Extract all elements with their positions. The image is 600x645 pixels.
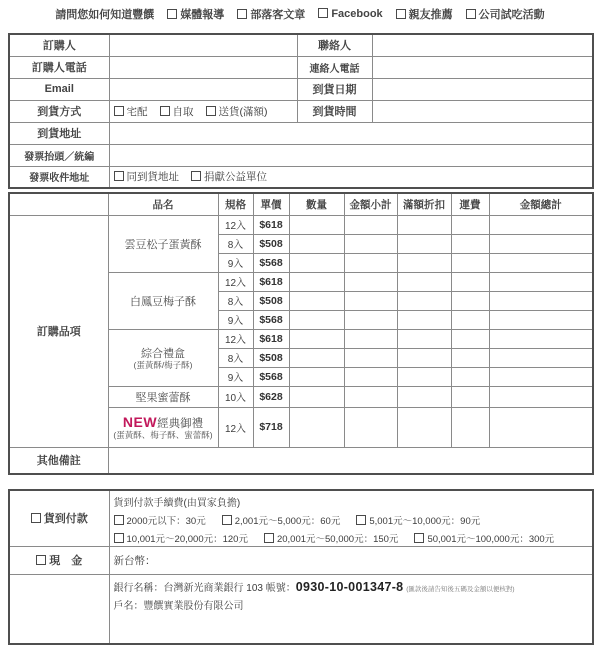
cod-fee-option[interactable]: 2000元以下：30元 (114, 513, 206, 527)
product-name: 雲豆松子蛋黃酥 (108, 215, 218, 272)
contact-phone-label: 連絡人電話 (297, 56, 372, 78)
qty-input-cell[interactable] (289, 367, 344, 386)
header-blank-cell (9, 193, 108, 215)
discount-input-cell[interactable] (397, 329, 451, 348)
survey-option-facebook[interactable]: Facebook (318, 8, 382, 20)
qty-input-cell[interactable] (289, 291, 344, 310)
payment-table (8, 489, 594, 645)
invoice-option-same-address[interactable]: 同到貨地址 (114, 169, 180, 184)
orderer-phone-label: 訂購人電話 (9, 56, 109, 78)
cod-fee-option[interactable]: 20,001元～50,000元：150元 (264, 531, 398, 545)
subtotal-input-cell[interactable] (344, 291, 397, 310)
discount-input-cell[interactable] (397, 310, 451, 329)
delivery-option-deliver[interactable]: 送貨(滿額) (206, 104, 268, 119)
table-row (9, 490, 593, 546)
bank-info-cell (109, 574, 593, 644)
price-value: $568 (253, 310, 289, 329)
table-row (9, 166, 593, 188)
spec-value: 9入 (218, 310, 253, 329)
price-value: $618 (253, 272, 289, 291)
checkbox-icon[interactable] (191, 171, 201, 181)
new-badge: NEW (122, 414, 158, 430)
delivery-option-pickup[interactable]: 自取 (160, 104, 194, 119)
survey-line (0, 0, 600, 22)
discount-input-cell[interactable] (397, 234, 451, 253)
product-name: 綜合禮盒 (蛋黃酥/梅子酥) (108, 329, 218, 386)
subtotal-input-cell[interactable] (344, 310, 397, 329)
cash-amount-cell[interactable] (109, 546, 593, 574)
survey-option-friends[interactable]: 親友推薦 (396, 6, 453, 22)
checkbox-icon[interactable] (414, 533, 424, 543)
checkbox-icon[interactable] (222, 515, 232, 525)
price-value: $508 (253, 291, 289, 310)
checkbox-icon[interactable] (466, 9, 476, 19)
invoice-title-label: 發票抬頭／統編 (9, 144, 109, 166)
product-name: 白鳳豆梅子酥 (108, 272, 218, 329)
shipping-input-cell[interactable] (451, 253, 489, 272)
survey-question: 請問您如何知道豐饌 (55, 9, 155, 21)
table-row (9, 144, 593, 166)
subtotal-input-cell[interactable] (344, 272, 397, 291)
orderer-phone-input-cell[interactable] (109, 56, 297, 78)
cod-fee-title: 貨到付款手續費(由買家負擔) (113, 498, 241, 509)
spec-value: 9入 (218, 367, 253, 386)
spec-value: 10入 (218, 386, 253, 407)
cod-fee-option[interactable]: 50,001元～100,000元：300元 (414, 531, 554, 545)
shipping-input-cell[interactable] (451, 367, 489, 386)
qty-input-cell[interactable] (289, 386, 344, 407)
discount-input-cell[interactable] (397, 367, 451, 386)
total-input-cell[interactable] (489, 407, 593, 447)
delivery-address-label: 到貨地址 (9, 122, 109, 144)
table-row (9, 34, 593, 56)
email-label: Email (9, 78, 109, 100)
table-row (9, 122, 593, 144)
bank-account-note: (匯款後請告知後五碼及金額以便核對) (406, 585, 515, 593)
cod-fee-option[interactable]: 10,001元～20,000元：120元 (114, 531, 248, 545)
spec-value: 12入 (218, 272, 253, 291)
table-row (9, 215, 593, 234)
header-spec: 規格 (218, 193, 253, 215)
subtotal-input-cell[interactable] (344, 407, 397, 447)
discount-input-cell[interactable] (397, 253, 451, 272)
qty-input-cell[interactable] (289, 234, 344, 253)
contact-person-label: 聯絡人 (297, 34, 372, 56)
delivery-method-label: 到貨方式 (9, 100, 109, 122)
notes-input-cell[interactable] (108, 447, 593, 474)
spec-value: 8入 (218, 234, 253, 253)
delivery-address-input-cell[interactable] (109, 122, 593, 144)
survey-option-tasting[interactable]: 公司試吃活動 (466, 6, 545, 22)
bank-account-number: 0930-10-001347-8 (295, 579, 404, 594)
spec-value: 9入 (218, 253, 253, 272)
table-row (9, 56, 593, 78)
total-input-cell[interactable] (489, 329, 593, 348)
spec-value: 8入 (218, 348, 253, 367)
checkbox-icon[interactable] (160, 106, 170, 116)
total-input-cell[interactable] (489, 367, 593, 386)
product-subtitle: (蛋黃酥、梅子酥、蜜蕾酥) (113, 430, 213, 440)
table-row (9, 78, 593, 100)
header-total: 金額總計 (489, 193, 593, 215)
product-name: NEW經典御禮 (蛋黃酥、梅子酥、蜜蕾酥) (108, 407, 218, 447)
checkbox-icon[interactable] (36, 555, 46, 565)
contact-phone-input-cell[interactable] (372, 56, 593, 78)
price-value: $718 (253, 407, 289, 447)
cod-option[interactable]: 貨到付款 (9, 490, 109, 546)
discount-input-cell[interactable] (397, 386, 451, 407)
spec-value: 12入 (218, 215, 253, 234)
price-value: $568 (253, 253, 289, 272)
order-items-table (8, 192, 594, 475)
spec-value: 12入 (218, 407, 253, 447)
qty-input-cell[interactable] (289, 407, 344, 447)
total-input-cell[interactable] (489, 291, 593, 310)
product-name: 堅果蜜蕾酥 (108, 386, 218, 407)
qty-input-cell[interactable] (289, 253, 344, 272)
checkbox-icon[interactable] (356, 515, 366, 525)
header-shipping: 運費 (451, 193, 489, 215)
checkbox-icon[interactable] (114, 515, 124, 525)
header-discount: 滿額折扣 (397, 193, 451, 215)
shipping-input-cell[interactable] (451, 291, 489, 310)
price-value: $508 (253, 348, 289, 367)
invoice-address-options (109, 166, 593, 188)
subtotal-input-cell[interactable] (344, 215, 397, 234)
discount-input-cell[interactable] (397, 215, 451, 234)
survey-option-blog[interactable]: 部落客文章 (237, 6, 305, 22)
delivery-date-label: 到貨日期 (297, 78, 372, 100)
discount-input-cell[interactable] (397, 272, 451, 291)
transfer-option-cell[interactable] (9, 574, 109, 644)
bank-holder-line: 戶名：豐饌實業股份有限公司 (113, 600, 244, 612)
shipping-input-cell[interactable] (451, 348, 489, 367)
price-value: $628 (253, 386, 289, 407)
shipping-input-cell[interactable] (451, 310, 489, 329)
subtotal-input-cell[interactable] (344, 367, 397, 386)
subtotal-input-cell[interactable] (344, 253, 397, 272)
subtotal-input-cell[interactable] (344, 234, 397, 253)
invoice-address-label: 發票收件地址 (9, 166, 109, 188)
header-qty: 數量 (289, 193, 344, 215)
checkbox-icon[interactable] (167, 9, 177, 19)
qty-input-cell[interactable] (289, 272, 344, 291)
survey-option-media[interactable]: 媒體報導 (167, 6, 224, 22)
invoice-option-donate[interactable]: 捐獻公益單位 (191, 169, 267, 184)
checkbox-icon[interactable] (206, 106, 216, 116)
price-value: $508 (253, 234, 289, 253)
contact-info-table (8, 33, 594, 189)
checkbox-icon[interactable] (396, 9, 406, 19)
price-value: $618 (253, 329, 289, 348)
orderer-label: 訂購人 (9, 34, 109, 56)
orderer-input-cell[interactable] (109, 34, 297, 56)
table-row (9, 447, 593, 474)
bank-account-line: 銀行名稱：台灣新光商業銀行 103 帳號：0930-10-001347-8 (匯款後請告知後五碼及金額以便核對) (113, 579, 515, 594)
header-subtotal: 金額小計 (344, 193, 397, 215)
table-header-row (9, 193, 593, 215)
shipping-input-cell[interactable] (451, 329, 489, 348)
checkbox-icon[interactable] (237, 9, 247, 19)
table-row (9, 546, 593, 574)
delivery-option-home[interactable]: 宅配 (114, 104, 148, 119)
spec-value: 8入 (218, 291, 253, 310)
contact-person-input-cell[interactable] (372, 34, 593, 56)
header-product-name: 品名 (108, 193, 218, 215)
subtotal-input-cell[interactable] (344, 348, 397, 367)
spec-value: 12入 (218, 329, 253, 348)
total-input-cell[interactable] (489, 215, 593, 234)
order-items-section-label: 訂購品項 (9, 215, 108, 447)
shipping-input-cell[interactable] (451, 386, 489, 407)
price-value: $618 (253, 215, 289, 234)
checkbox-icon[interactable] (318, 8, 328, 18)
shipping-input-cell[interactable] (451, 272, 489, 291)
delivery-method-options (109, 100, 297, 122)
subtotal-input-cell[interactable] (344, 386, 397, 407)
cod-fee-cell (109, 490, 593, 546)
discount-input-cell[interactable] (397, 348, 451, 367)
delivery-date-input-cell[interactable] (372, 78, 593, 100)
table-row (9, 100, 593, 122)
cash-option[interactable]: 現 金 (9, 546, 109, 574)
product-subtitle: (蛋黃酥/梅子酥) (133, 360, 193, 370)
checkbox-icon[interactable] (31, 513, 41, 523)
table-row (9, 574, 593, 644)
checkbox-icon[interactable] (114, 171, 124, 181)
total-input-cell[interactable] (489, 234, 593, 253)
qty-input-cell[interactable] (289, 310, 344, 329)
subtotal-input-cell[interactable] (344, 329, 397, 348)
total-input-cell[interactable] (489, 253, 593, 272)
notes-label: 其他備註 (9, 447, 108, 474)
checkbox-icon[interactable] (264, 533, 274, 543)
delivery-time-label: 到貨時間 (297, 100, 372, 122)
delivery-time-input-cell[interactable] (372, 100, 593, 122)
total-input-cell[interactable] (489, 310, 593, 329)
cash-amount-label: 新台幣： (113, 554, 156, 567)
total-input-cell[interactable] (489, 386, 593, 407)
header-unit-price: 單價 (253, 193, 289, 215)
price-value: $568 (253, 367, 289, 386)
discount-input-cell[interactable] (397, 407, 451, 447)
shipping-input-cell[interactable] (451, 234, 489, 253)
qty-input-cell[interactable] (289, 215, 344, 234)
qty-input-cell[interactable] (289, 348, 344, 367)
invoice-title-input-cell[interactable] (109, 144, 593, 166)
email-input-cell[interactable] (109, 78, 297, 100)
cod-fee-option[interactable]: 5,001元～10,000元：90元 (356, 513, 480, 527)
total-input-cell[interactable] (489, 272, 593, 291)
shipping-input-cell[interactable] (451, 407, 489, 447)
qty-input-cell[interactable] (289, 329, 344, 348)
cod-fee-option[interactable]: 2,001元～5,000元：60元 (222, 513, 341, 527)
total-input-cell[interactable] (489, 348, 593, 367)
checkbox-icon[interactable] (114, 106, 124, 116)
discount-input-cell[interactable] (397, 291, 451, 310)
checkbox-icon[interactable] (114, 533, 124, 543)
shipping-input-cell[interactable] (451, 215, 489, 234)
